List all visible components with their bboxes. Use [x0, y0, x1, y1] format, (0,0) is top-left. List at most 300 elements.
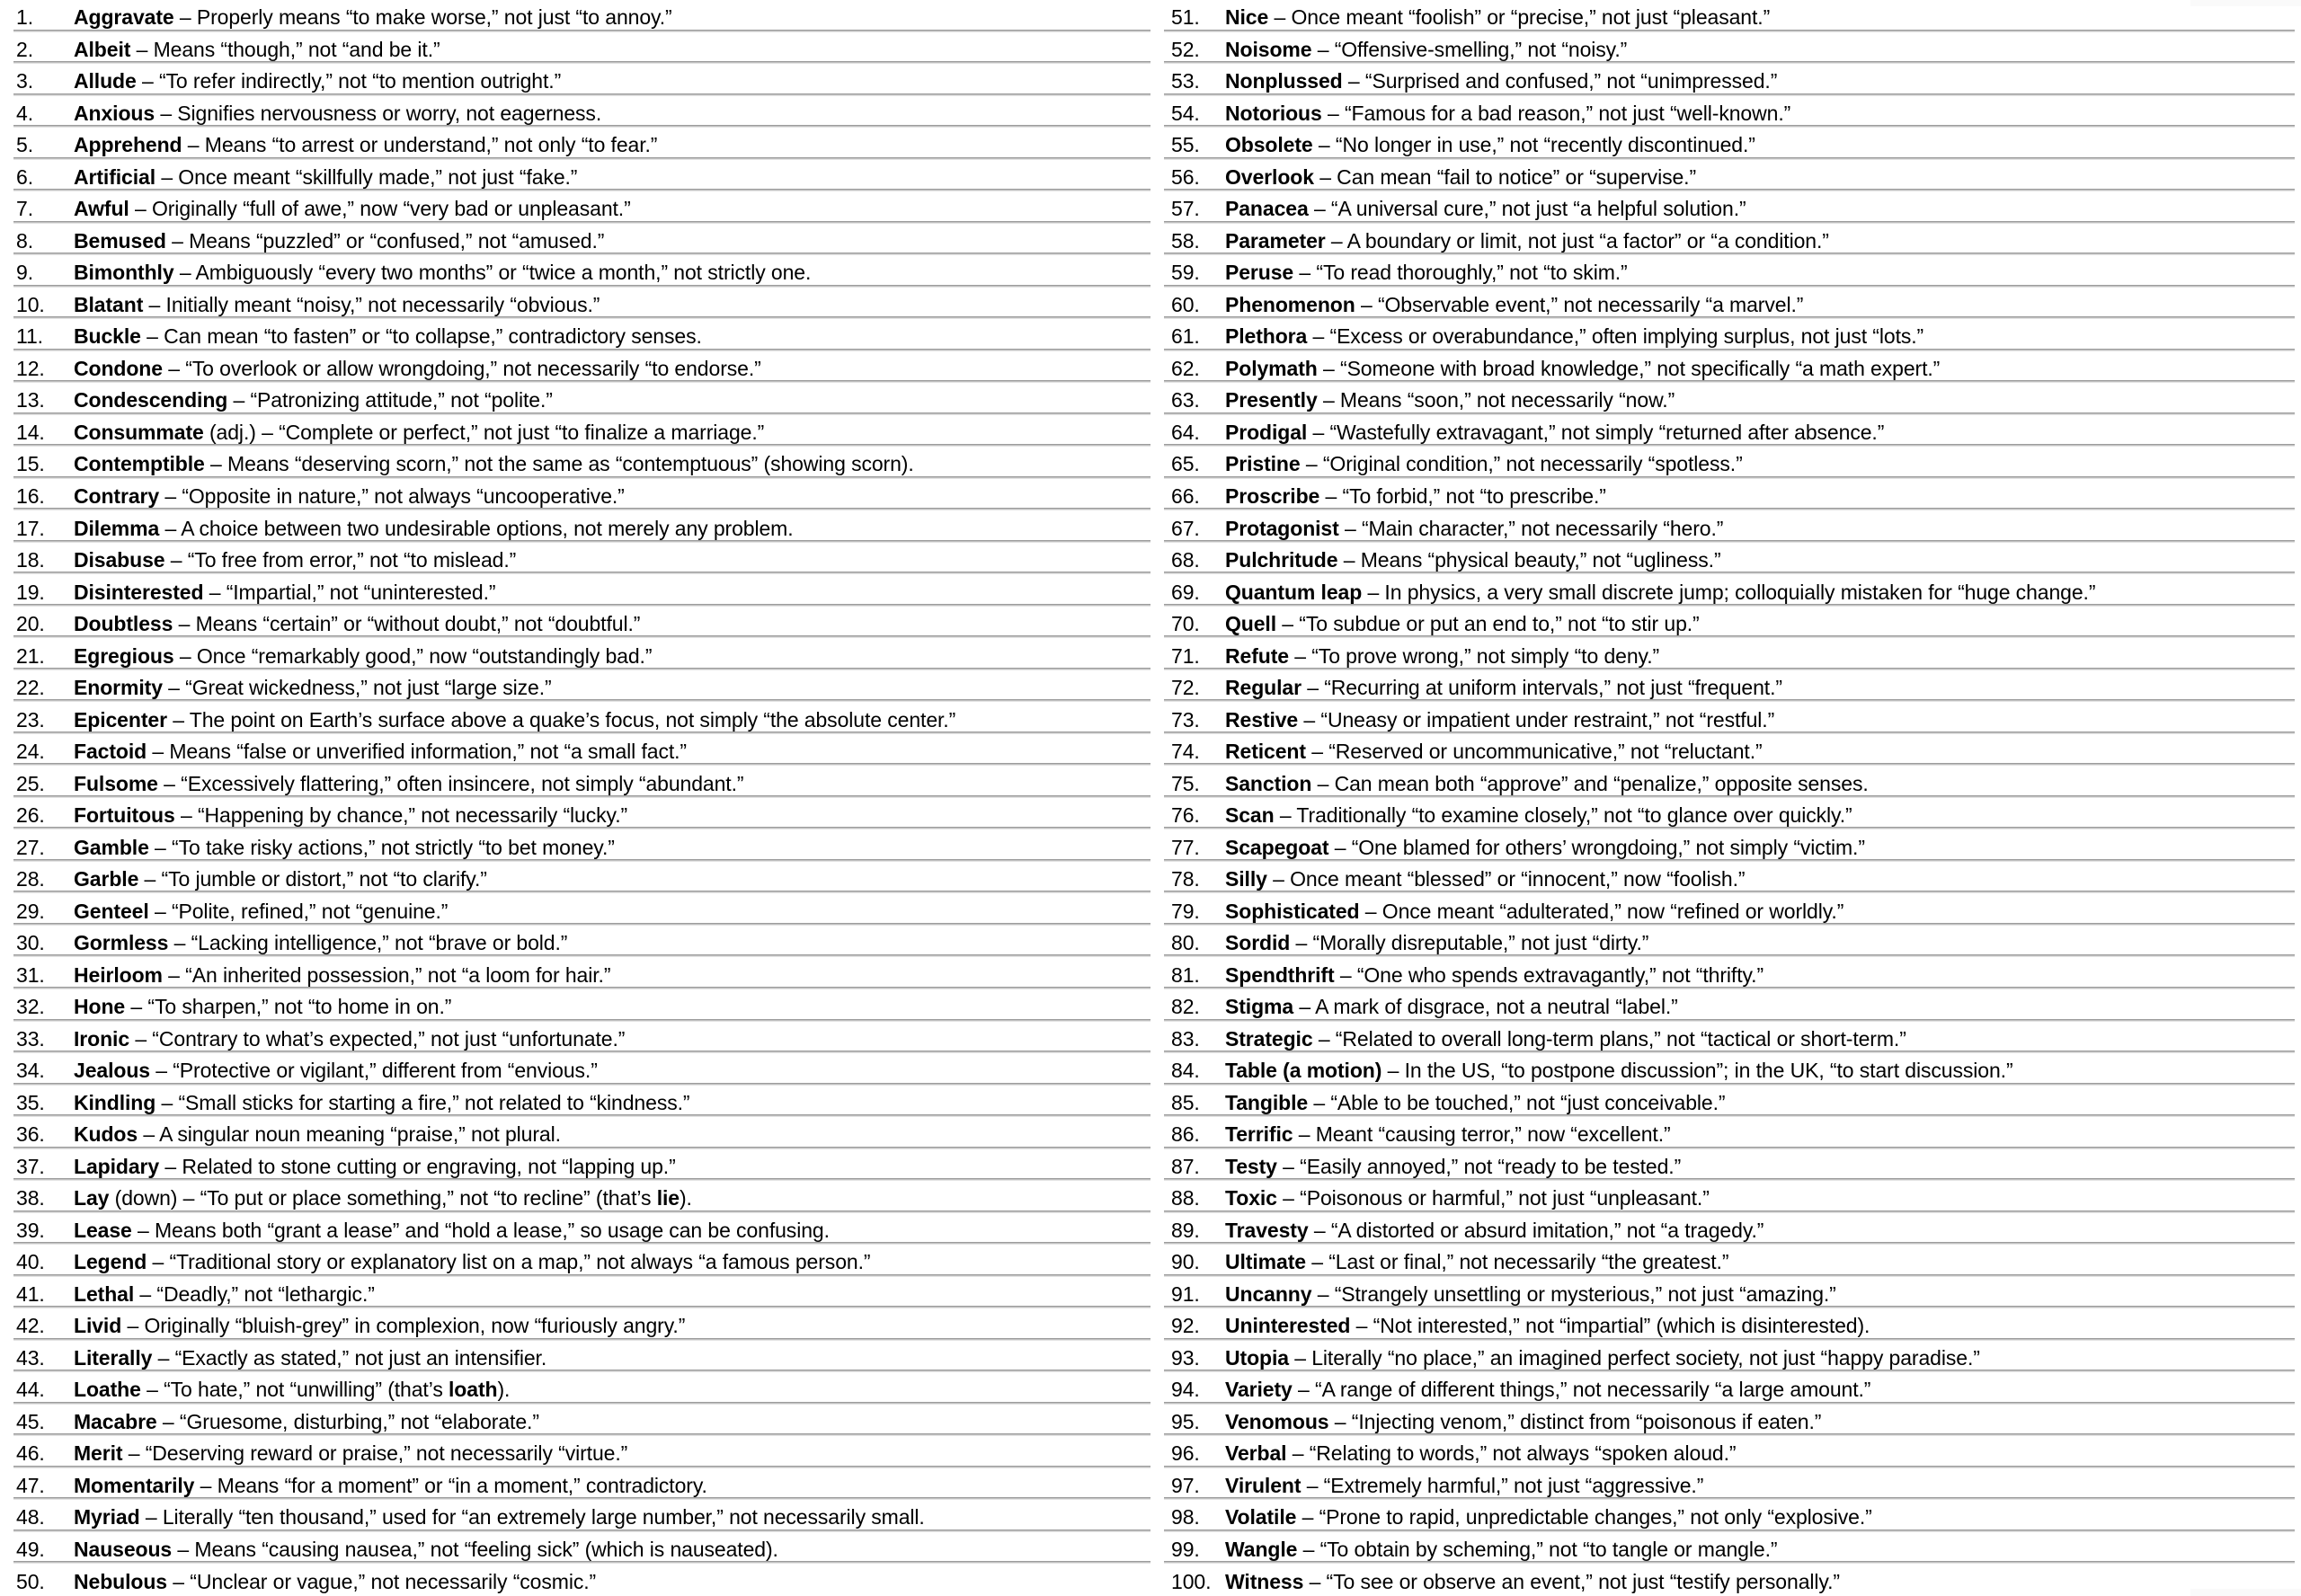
item-definition: – “Polite, refined,” not “genuine.”	[148, 899, 449, 923]
item-word: Apprehend	[74, 133, 182, 157]
item-definition: – “Uneasy or impatient under restraint,” not “restful.”	[1298, 707, 1775, 732]
list-item	[0, 1149, 1150, 1182]
item-word: Kindling	[74, 1090, 156, 1114]
item-word: Egregious	[74, 643, 174, 668]
item-text	[74, 901, 448, 922]
item-text	[74, 1188, 692, 1209]
list-item	[1150, 702, 2301, 734]
item-word: Condescending	[74, 388, 228, 412]
item-number: 75.	[1171, 771, 1200, 795]
list-item	[0, 128, 1150, 160]
item-number: 30.	[16, 931, 45, 955]
item-number: 51.	[1171, 5, 1200, 30]
item-word: Heirloom	[74, 962, 163, 987]
item-definition: – “Excessively flattering,” often insincere, not simply “abundant.”	[157, 771, 744, 795]
item-number: 90.	[1171, 1250, 1200, 1274]
item-word: Enormity	[74, 676, 163, 700]
list-item	[0, 1341, 1150, 1373]
item-text	[1225, 228, 1829, 253]
item-word: Restive	[1225, 707, 1299, 732]
item-word: Fulsome	[74, 771, 158, 795]
item-text	[74, 678, 552, 698]
item-definition: – Literally “ten thousand,” used for “an extremely large number,” not necessarily small.	[139, 1505, 925, 1530]
item-text	[74, 741, 687, 762]
list-item	[0, 638, 1150, 670]
item-text	[74, 164, 578, 189]
item-word: Livid	[74, 1314, 122, 1338]
list-item	[0, 798, 1150, 830]
item-number: 19.	[16, 580, 45, 604]
item-definition: – “Recurring at uniform intervals,” not just “frequent.”	[1301, 676, 1782, 700]
item-word: Genteel	[74, 899, 149, 923]
item-word: Nebulous	[74, 1569, 167, 1593]
list-item	[1150, 1149, 2301, 1182]
item-number: 49.	[16, 1538, 45, 1561]
item-number: 100.	[1171, 1569, 1212, 1593]
item-word: Witness	[1225, 1569, 1304, 1593]
list-item	[0, 1436, 1150, 1468]
item-word: Garble	[74, 867, 139, 891]
list-item	[1150, 1022, 2301, 1054]
item-definition: – Means “causing nausea,” not “feeling sick” (which is nauseated).	[172, 1538, 778, 1561]
item-definition: – Can mean both “approve” and “penalize,” opposite senses.	[1311, 771, 1869, 795]
item-text	[74, 516, 794, 540]
window-corner-artifact-bottom	[2190, 1589, 2301, 1596]
item-definition: – “Patronizing attitude,” not “polite.”	[227, 388, 553, 412]
item-definition: – “Lacking intelligence,” not “brave or bold.”	[168, 931, 568, 955]
item-text	[74, 707, 956, 732]
item-text	[1225, 422, 1884, 443]
item-number: 3.	[16, 69, 33, 93]
item-number: 5.	[16, 133, 33, 157]
item-text	[74, 1345, 547, 1370]
item-word: Overlook	[1225, 164, 1314, 189]
item-word: Myriad	[74, 1505, 140, 1530]
item-definition: – “Easily annoyed,” not “ready to be tested.”	[1276, 1154, 1682, 1178]
item-number: 4.	[16, 101, 33, 125]
item-text	[1225, 771, 1869, 795]
list-item	[1150, 32, 2301, 65]
item-word: Notorious	[1225, 101, 1322, 125]
item-definition: – Can mean “to fasten” or “to collapse,” contradictory senses.	[140, 324, 702, 349]
item-word: Nauseous	[74, 1538, 173, 1561]
list-item	[1150, 1086, 2301, 1118]
item-word: Macabre	[74, 1409, 157, 1433]
list-item	[1150, 510, 2301, 543]
item-text	[1225, 1539, 1777, 1560]
list-item	[1150, 160, 2301, 192]
item-definition: – “Strangely unsettling or mysterious,” not just “amazing.”	[1311, 1281, 1836, 1306]
item-definition: – Once “remarkably good,” now “outstandingly bad.”	[173, 643, 653, 668]
list-item	[1150, 957, 2301, 989]
item-definition: – “Not interested,” not “impartial” (which is disinterested).	[1350, 1314, 1870, 1338]
item-text	[1225, 805, 1852, 826]
item-number: 70.	[1171, 612, 1200, 636]
item-number: 42.	[16, 1314, 45, 1338]
item-definition-tail: ).	[679, 1186, 692, 1210]
item-word: Allude	[74, 69, 137, 93]
item-definition: – “No longer in use,” not “recently discontinued.”	[1312, 133, 1755, 157]
item-definition: – In physics, a very small discrete jump; colloquially mistaken for “huge change.”	[1362, 580, 2096, 604]
list-item	[0, 510, 1150, 543]
item-number: 6.	[16, 164, 33, 189]
item-text	[74, 1443, 627, 1464]
item-definition: – “Offensive-smelling,” not “noisy.”	[1311, 37, 1628, 61]
list-item	[1150, 989, 2301, 1022]
item-word: Hone	[74, 995, 126, 1019]
item-number: 66.	[1171, 483, 1200, 508]
list-item	[0, 893, 1150, 926]
list-item	[0, 702, 1150, 734]
list-item	[1150, 734, 2301, 767]
item-number: 47.	[16, 1473, 45, 1497]
list-item	[1150, 319, 2301, 351]
list-item	[0, 1213, 1150, 1246]
item-text	[1225, 1443, 1736, 1464]
item-definition: – Once meant “skillfully made,” not just “fake.”	[155, 164, 578, 189]
item-word: Fortuitous	[74, 803, 175, 828]
list-item	[0, 766, 1150, 798]
list-item	[1150, 1117, 2301, 1149]
item-word: Lapidary	[74, 1154, 160, 1178]
item-text	[1225, 356, 1941, 380]
item-number: 69.	[1171, 580, 1200, 604]
item-text	[1225, 901, 1843, 922]
item-word: Toxic	[1225, 1186, 1277, 1210]
item-number: 76.	[1171, 803, 1200, 828]
item-text	[74, 390, 553, 411]
item-definition: – “Able to be touched,” not “just conceivable.”	[1308, 1090, 1726, 1114]
item-text	[74, 835, 615, 859]
item-definition: – “Prone to rapid, unpredictable changes,” not only “explosive.”	[1296, 1505, 1872, 1530]
list-item	[0, 607, 1150, 639]
item-word: Uncanny	[1225, 1281, 1312, 1306]
item-word: Gamble	[74, 835, 149, 859]
item-text	[1225, 516, 1724, 540]
item-definition: – “Someone with broad knowledge,” not specifically “a math expert.”	[1317, 356, 1941, 380]
item-number: 44.	[16, 1378, 45, 1402]
item-definition: – “Relating to words,” not always “spoken aloud.”	[1286, 1441, 1737, 1466]
item-definition: – In the US, “to postpone discussion”; in the UK, “to start discussion.”	[1381, 1059, 2013, 1083]
list-item	[0, 224, 1150, 256]
item-definition: – Originally “full of awe,” now “very bad or unpleasant.”	[129, 197, 631, 221]
list-item	[0, 1181, 1150, 1213]
list-item	[1150, 1308, 2301, 1341]
item-word: Factoid	[74, 740, 147, 764]
item-word: Strategic	[1225, 1026, 1313, 1051]
item-number: 31.	[16, 962, 45, 987]
item-word: Spendthrift	[1225, 962, 1335, 987]
item-text	[1225, 103, 1790, 124]
item-number: 59.	[1171, 261, 1200, 285]
item-number: 77.	[1171, 835, 1200, 859]
item-number: 65.	[1171, 452, 1200, 476]
item-text	[74, 1539, 778, 1560]
list-item	[1150, 766, 2301, 798]
item-definition: – “Extremely harmful,” not just “aggressive.”	[1301, 1473, 1704, 1497]
item-definition: – “Complete or perfect,” not just “to finalize a marriage.”	[255, 420, 765, 444]
item-definition: – Once meant “adulterated,” now “refined or worldly.”	[1359, 899, 1844, 923]
item-word: Proscribe	[1225, 483, 1320, 508]
item-number: 86.	[1171, 1122, 1200, 1147]
item-text	[74, 71, 561, 92]
item-word: Prodigal	[1225, 420, 1308, 444]
item-number: 61.	[1171, 324, 1200, 349]
item-definition: – Meant “causing terror,” now “excellent.”	[1293, 1122, 1671, 1147]
item-word: Albeit	[74, 37, 131, 61]
item-word: Ironic	[74, 1026, 130, 1051]
item-word: Lay	[74, 1186, 110, 1210]
list-item	[0, 96, 1150, 129]
item-word: Tangible	[1225, 1090, 1309, 1114]
item-definition: – “A range of different things,” not necessarily “a large amount.”	[1292, 1378, 1871, 1402]
list-item	[0, 670, 1150, 703]
item-number: 25.	[16, 771, 45, 795]
item-number: 95.	[1171, 1409, 1200, 1433]
list-item	[1150, 1564, 2301, 1596]
item-word: Quell	[1225, 612, 1277, 636]
item-number: 63.	[1171, 388, 1200, 412]
item-text	[1225, 292, 1804, 316]
list-item	[0, 734, 1150, 767]
item-word: Ultimate	[1225, 1250, 1306, 1274]
item-definition: – “Main character,” not necessarily “hero.”	[1338, 516, 1724, 540]
item-definition: – Traditionally “to examine closely,” not “to glance over quickly.”	[1274, 803, 1852, 828]
item-definition: – “Morally disreputable,” not just “dirty.”	[1290, 931, 1649, 955]
item-definition: – “Original condition,” not necessarily “spotless.”	[1300, 452, 1743, 476]
item-number: 92.	[1171, 1314, 1200, 1338]
item-word: Disinterested	[74, 580, 204, 604]
item-word: Lease	[74, 1218, 132, 1242]
item-number: 9.	[16, 261, 33, 285]
item-word: Condone	[74, 356, 163, 380]
item-number: 73.	[1171, 707, 1200, 732]
item-definition: – “Small sticks for starting a fire,” not related to “kindness.”	[155, 1090, 690, 1114]
item-word: Blatant	[74, 292, 144, 316]
list-item	[1150, 1532, 2301, 1565]
item-word: Pulchritude	[1225, 548, 1338, 572]
item-word: Regular	[1225, 676, 1302, 700]
item-definition: – Properly means “to make worse,” not just “to annoy.”	[173, 5, 672, 30]
item-definition: – Means “false or unverified information,” not “a small fact.”	[147, 740, 687, 764]
item-definition: – A singular noun meaning “praise,” not plural.	[138, 1122, 561, 1147]
item-number: 98.	[1171, 1505, 1200, 1530]
item-number: 17.	[16, 516, 45, 540]
item-definition: – “Deserving reward or praise,” not necessarily “virtue.”	[122, 1441, 628, 1466]
item-text	[74, 997, 451, 1017]
item-text	[74, 1090, 690, 1114]
list-item	[0, 383, 1150, 415]
item-definition: – “Great wickedness,” not just “large size.”	[162, 676, 552, 700]
list-item	[1150, 543, 2301, 575]
item-text	[1225, 614, 1700, 634]
item-text	[74, 869, 487, 890]
item-text	[74, 135, 657, 155]
item-word: Nice	[1225, 5, 1269, 30]
item-text	[1225, 37, 1628, 61]
list-item	[1150, 574, 2301, 607]
item-definition: – “Opposite in nature,” not always “uncooperative.”	[159, 483, 625, 508]
item-definition: – Means both “grant a lease” and “hold a lease,” so usage can be confusing.	[131, 1218, 830, 1242]
item-text	[74, 199, 631, 219]
item-word: Consummate	[74, 420, 204, 444]
item-definition: – “Gruesome, disturbing,” not “elaborate.”	[156, 1409, 539, 1433]
item-word: Sordid	[1225, 931, 1291, 955]
item-definition: – “To subdue or put an end to,” not “to stir up.”	[1276, 612, 1700, 636]
item-definition: – “To hate,” not “unwilling” (that’s	[140, 1378, 449, 1402]
list-item	[0, 160, 1150, 192]
item-number: 96.	[1171, 1441, 1200, 1466]
item-definition: – Means “deserving scorn,” not the same as “contemptuous” (showing scorn).	[204, 452, 914, 476]
item-definition: – “Protective or vigilant,” different from “envious.”	[149, 1059, 598, 1083]
list-item	[0, 989, 1150, 1022]
item-definition: – “To read thoroughly,” not “to skim.”	[1293, 261, 1628, 285]
item-word: Parameter	[1225, 228, 1326, 253]
item-number: 93.	[1171, 1345, 1200, 1370]
item-word: Scapegoat	[1225, 835, 1329, 859]
item-word: Utopia	[1225, 1345, 1289, 1370]
item-number: 48.	[16, 1505, 45, 1530]
item-number: 58.	[1171, 228, 1200, 253]
list-item	[0, 64, 1150, 96]
item-text	[1225, 164, 1697, 189]
list-item	[0, 32, 1150, 65]
item-text	[74, 643, 653, 668]
item-definition: – Once meant “blessed” or “innocent,” now “foolish.”	[1266, 867, 1746, 891]
item-definition: – A choice between two undesirable options, not merely any problem.	[159, 516, 794, 540]
item-word: Peruse	[1225, 261, 1294, 285]
item-number: 67.	[1171, 516, 1200, 540]
list-item	[1150, 829, 2301, 862]
item-definition: – “To free from error,” not “to mislead.”	[164, 548, 517, 572]
item-text	[74, 356, 761, 380]
item-text	[74, 292, 600, 316]
item-text	[74, 1569, 597, 1593]
list-item	[0, 543, 1150, 575]
item-definition: – “To prove wrong,” not simply “to deny.”	[1288, 643, 1660, 668]
item-word: Testy	[1225, 1154, 1277, 1178]
item-number: 13.	[16, 388, 45, 412]
item-word: Sanction	[1225, 771, 1312, 795]
item-text	[74, 582, 495, 603]
item-word: Protagonist	[1225, 516, 1339, 540]
item-number: 36.	[16, 1122, 45, 1147]
list-item	[0, 479, 1150, 511]
list-item	[1150, 1181, 2301, 1213]
item-definition: – A boundary or limit, not just “a factor” or “a condition.”	[1325, 228, 1829, 253]
list-item	[1150, 1245, 2301, 1277]
item-text	[74, 326, 702, 347]
list-item	[0, 1245, 1150, 1277]
item-text	[74, 7, 672, 28]
item-text	[1225, 582, 2095, 603]
list-item	[0, 1086, 1150, 1118]
item-number: 37.	[16, 1154, 45, 1178]
item-number: 53.	[1171, 69, 1200, 93]
item-text	[74, 1316, 685, 1336]
column-left	[0, 0, 1150, 1596]
item-number: 57.	[1171, 197, 1200, 221]
item-number: 28.	[16, 867, 45, 891]
item-number: 52.	[1171, 37, 1200, 61]
item-number: 43.	[16, 1345, 45, 1370]
item-definition: – Initially meant “noisy,” not necessarily “obvious.”	[143, 292, 600, 316]
list-item	[0, 447, 1150, 479]
item-number: 83.	[1171, 1026, 1200, 1051]
item-number: 34.	[16, 1059, 45, 1083]
item-text	[1225, 1154, 1682, 1178]
item-text	[1225, 1409, 1822, 1433]
list-item	[0, 574, 1150, 607]
item-number: 14.	[16, 420, 45, 444]
list-item	[1150, 447, 2301, 479]
item-word: Disabuse	[74, 548, 165, 572]
list-item	[1150, 1500, 2301, 1532]
item-text	[1225, 71, 1777, 92]
list-item	[1150, 862, 2301, 894]
item-number: 78.	[1171, 867, 1200, 891]
item-definition: – “Exactly as stated,” not just an intensifier.	[152, 1345, 547, 1370]
item-text	[1225, 1060, 2013, 1081]
item-text	[74, 1409, 539, 1433]
list-item	[1150, 415, 2301, 448]
item-text	[74, 228, 605, 253]
item-text	[74, 1281, 375, 1306]
item-number: 12.	[16, 356, 45, 380]
item-text	[74, 1220, 830, 1241]
item-word: Momentarily	[74, 1473, 195, 1497]
list-item	[0, 319, 1150, 351]
item-word: Pristine	[1225, 452, 1301, 476]
item-word: Polymath	[1225, 356, 1318, 380]
item-text	[74, 771, 744, 795]
list-item	[0, 191, 1150, 224]
item-word: Volatile	[1225, 1505, 1297, 1530]
item-text	[74, 103, 601, 124]
list-item	[1150, 96, 2301, 129]
item-definition: – “To forbid,” not “to prescribe.”	[1319, 483, 1606, 508]
list-item	[1150, 224, 2301, 256]
list-item	[1150, 638, 2301, 670]
item-word: Noisome	[1225, 37, 1312, 61]
item-text	[1225, 1473, 1704, 1497]
item-text	[74, 933, 567, 953]
item-definition: – “An inherited possession,” not “a loom for hair.”	[162, 962, 611, 987]
list-item	[0, 1500, 1150, 1532]
item-definition: – Means “soon,” not necessarily “now.”	[1317, 388, 1675, 412]
item-definition: – “Wastefully extravagant,” not simply “returned after absence.”	[1307, 420, 1885, 444]
item-word: Virulent	[1225, 1473, 1302, 1497]
item-number: 24.	[16, 740, 45, 764]
item-text	[74, 422, 764, 443]
item-text	[1225, 835, 1865, 859]
item-text	[74, 1026, 626, 1051]
list-item	[1150, 1436, 2301, 1468]
item-number: 35.	[16, 1090, 45, 1114]
item-word: Panacea	[1225, 197, 1309, 221]
item-word: Quantum leap	[1225, 580, 1363, 604]
item-word: Phenomenon	[1225, 292, 1355, 316]
item-number: 45.	[16, 1409, 45, 1433]
item-definition: – Can mean “fail to notice” or “supervise.”	[1313, 164, 1697, 189]
item-number: 7.	[16, 197, 33, 221]
item-definition: – Means “to arrest or understand,” not only “to fear.”	[182, 133, 658, 157]
item-definition: – Means “certain” or “without doubt,” not “doubtful.”	[173, 612, 641, 636]
item-number: 54.	[1171, 101, 1200, 125]
list-item	[0, 957, 1150, 989]
item-word: Variety	[1225, 1378, 1293, 1402]
list-item	[0, 0, 1150, 32]
